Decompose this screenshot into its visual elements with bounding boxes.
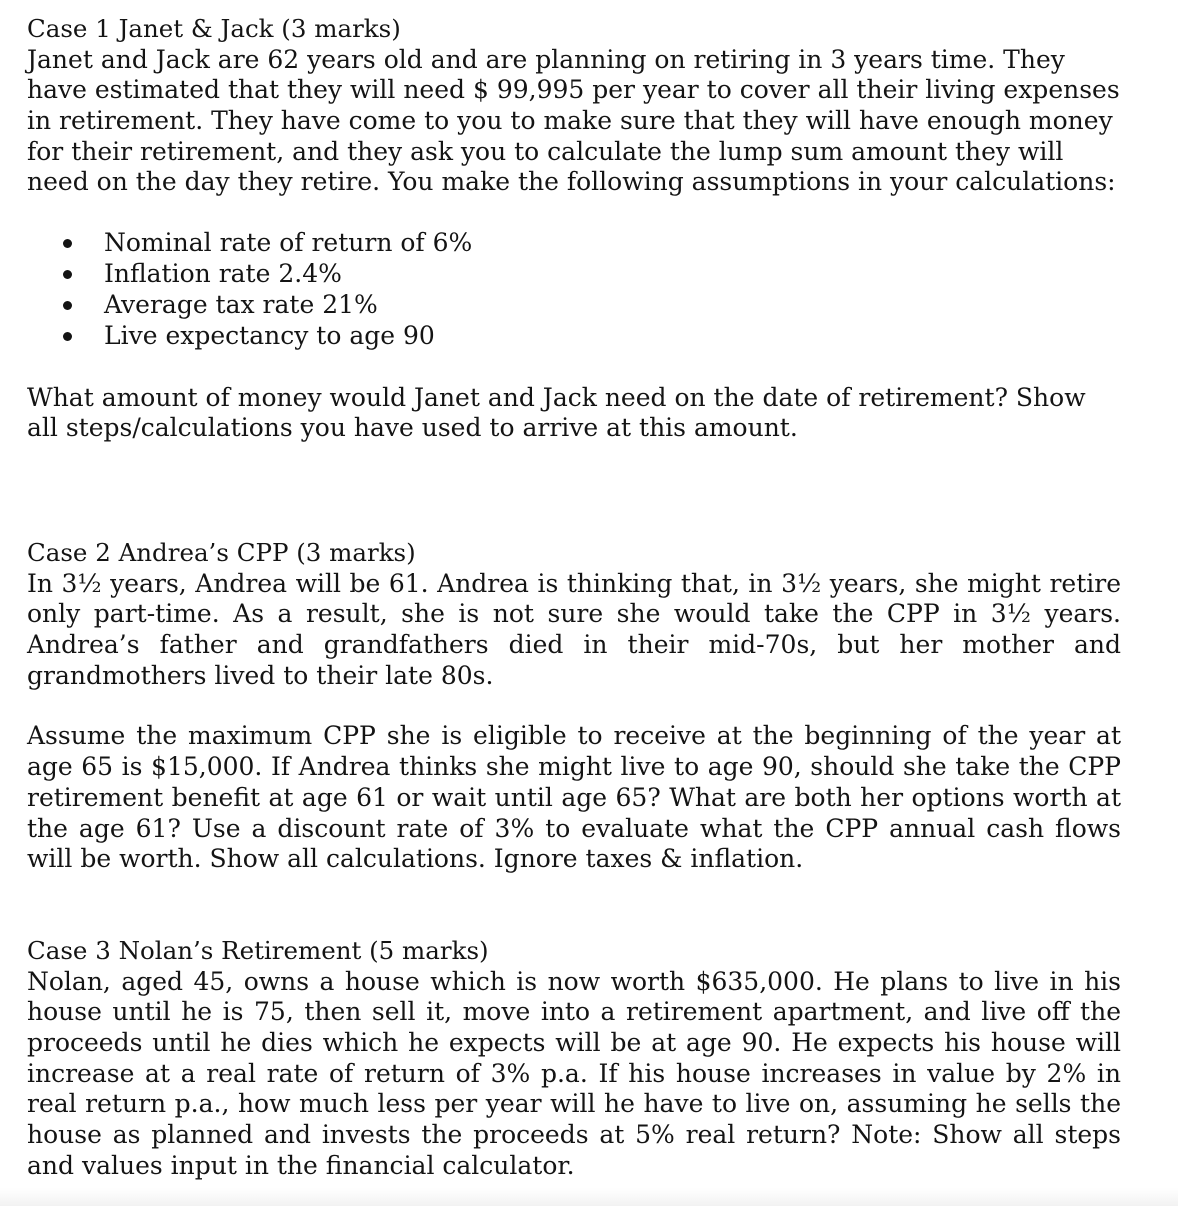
case-3-section xyxy=(27,936,1121,1182)
case-2-paragraph-2: Assume the maximum CPP she is eligible to receive at the beginning of the year at age 65 is $15,000. If Andrea thinks she might live to age 90, should she take the CPP retirement benefit at age 61 or wait until age 65? What are both her options worth at the age 61? Use a discount rate of 3% to evaluate what the CPP annual cash flows will be worth. Show all calculations. Ignore taxes & inflation. xyxy=(27,721,1121,874)
assumption-text: Average tax rate 21% xyxy=(104,289,378,319)
case-3-paragraph-1: Nolan, aged 45, owns a house which is now worth $635,000. He plans to live in his house until he is 75, then sell it, move into a retirement apartment, and live off the proceeds until he dies which he expects will be at age 90. He expects his house will increase at a real rate of return of 3% p.a. If his house increases in value by 2% in real return p.a., how much less per year will he have to live on, assuming he sells the house as planned and invests the proceeds at 5% real return? Note: Show all steps and values input in the financial calculator. xyxy=(27,966,1121,1180)
bullet-icon xyxy=(63,239,72,248)
assumption-text: Nominal rate of return of 6% xyxy=(104,228,473,258)
case-1-intro: Janet and Jack are 62 years old and are planning on retiring in 3 years time. They have estimated that they will need $ 99,995 per year to cover all their living expenses in retirement. They have come to you to make sure that they will have enough money for their retirement, and they ask you to calculate the lump sum amount they will need on the day they retire. You make the following assumptions in your calculations: xyxy=(27,44,1120,197)
case-1-question: What amount of money would Janet and Jack need on the date of retirement? Show all steps/calculations you have used to arrive at this amount. xyxy=(27,382,1086,443)
assumption-item xyxy=(27,290,1121,321)
bullet-icon xyxy=(63,270,72,279)
bullet-icon xyxy=(63,332,72,341)
assumption-item xyxy=(27,228,1121,259)
case-2-section xyxy=(27,538,1121,875)
case-1-assumptions-list xyxy=(27,228,1121,352)
case-3-title: Case 3 Nolan’s Retirement (5 marks) xyxy=(27,936,489,965)
assumption-text: Inflation rate 2.4% xyxy=(104,259,342,289)
case-1-title: Case 1 Janet & Jack (3 marks) xyxy=(27,14,401,43)
assumption-text: Live expectancy to age 90 xyxy=(104,320,435,350)
case-1-section xyxy=(27,14,1121,444)
assumption-item xyxy=(27,259,1121,290)
page-bottom-edge xyxy=(0,1188,1178,1206)
case-2-title: Case 2 Andrea’s CPP (3 marks) xyxy=(27,538,416,567)
document-page xyxy=(27,14,1121,1180)
assumption-item xyxy=(27,321,1121,352)
case-2-paragraph-1: In 3½ years, Andrea will be 61. Andrea is thinking that, in 3½ years, she might retire only part-time. As a result, she is not sure she would take the CPP in 3½ years. Andrea’s father and grandfathers died in their mid-70s, but her mother and grandmothers lived to their late 80s. xyxy=(27,568,1121,690)
bullet-icon xyxy=(63,301,72,310)
